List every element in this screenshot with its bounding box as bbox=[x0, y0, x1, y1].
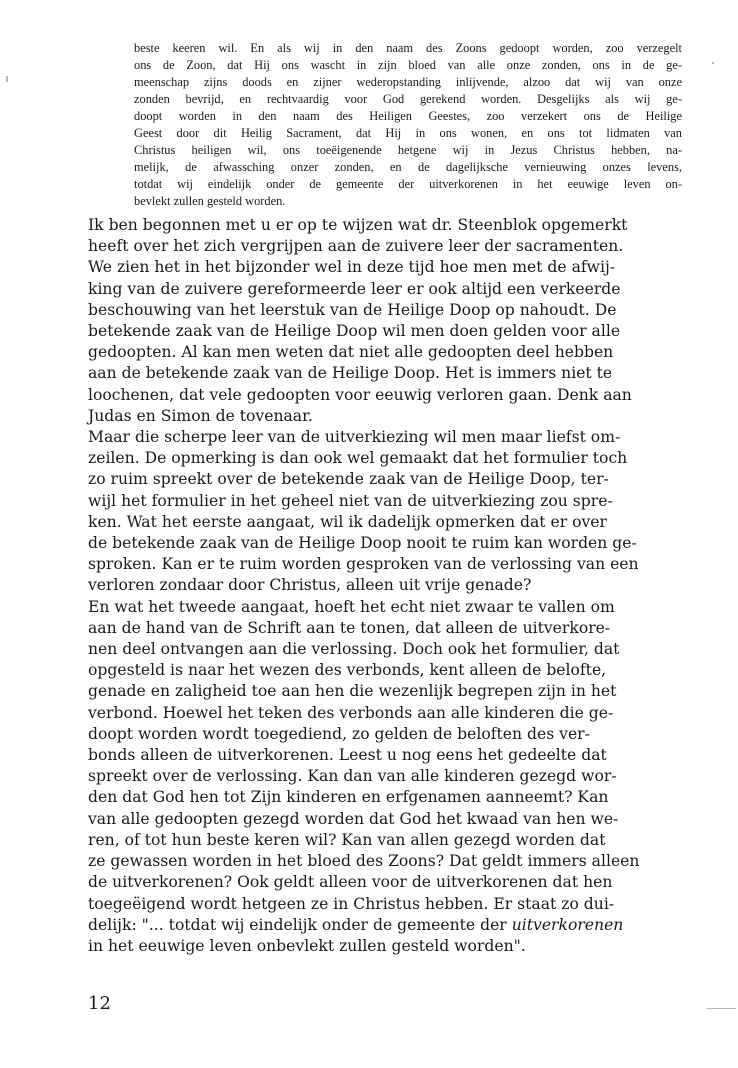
scan-mark bbox=[712, 62, 714, 64]
quote-line: meenschap zijns doods en zijner wederopstanding inlijvende, alzoo dat wij van onze bbox=[134, 75, 682, 89]
quote-line: melijk, de afwassching onzer zonden, en de dagelijksche vernieuwing onzes levens, bbox=[134, 160, 682, 174]
body-text-line: doopt worden wordt toegediend, zo gelden de beloften des ver- bbox=[88, 724, 590, 743]
body-text-line: sproken. Kan er te ruim worden gesproken van de verlossing van een bbox=[88, 555, 639, 574]
body-text-line: nen deel ontvangen aan die verlossing. Doch ook het formulier, dat bbox=[88, 640, 620, 659]
quote-line: bevlekt zullen gesteld worden. bbox=[134, 194, 286, 208]
scan-mark bbox=[6, 76, 8, 82]
body-text-line: beschouwing van het leerstuk van de Heilige Doop op nahoudt. De bbox=[88, 300, 617, 319]
body-text-line: delijk: "... totdat wij eindelijk onder de gemeente der uitverkorenen bbox=[88, 915, 624, 934]
body-text-line: bonds alleen de uitverkorenen. Leest u nog eens het gedeelte dat bbox=[88, 746, 607, 765]
body-text-line: king van de zuivere gereformeerde leer er ook altijd een verkeerde bbox=[88, 279, 621, 298]
body-text-line: aan de betekende zaak van de Heilige Doop. Het is immers niet te bbox=[88, 364, 613, 383]
body-text-line: aan de hand van de Schrift aan te tonen, dat alleen de uitverkore- bbox=[88, 618, 611, 637]
body-text-line: de uitverkorenen? Ook geldt alleen voor de uitverkorenen dat hen bbox=[88, 873, 613, 892]
body-text-line: betekende zaak van de Heilige Doop wil men doen gelden voor alle bbox=[88, 322, 621, 341]
body-text-line: ze gewassen worden in het bloed des Zoons? Dat geldt immers alleen bbox=[88, 852, 640, 871]
page-number: 12 bbox=[88, 993, 111, 1014]
body-text bbox=[88, 215, 700, 957]
body-text-line: ren, of tot hun beste keren wil? Kan van allen gezegd worden dat bbox=[88, 830, 606, 849]
body-text-line: En wat het tweede aangaat, hoeft het echt niet zwaar te vallen om bbox=[88, 597, 615, 616]
quote-line: beste keeren wil. En als wij in den naam des Zoons gedoopt worden, zoo verzegelt bbox=[134, 41, 682, 55]
quote-line: ons de Zoon, dat Hij ons wascht in zijn bloed van alle onze zonden, ons in de ge- bbox=[134, 58, 682, 72]
body-text-line: verloren zondaar door Christus, alleen uit vrije genade? bbox=[88, 576, 532, 595]
quote-line: zonden bevrijd, en rechtvaardig voor God gerekend worden. Desgelijks als wij ge- bbox=[134, 92, 682, 106]
body-text-line: ken. Wat het eerste aangaat, wil ik dadelijk opmerken dat er over bbox=[88, 512, 607, 531]
body-text-line: spreekt over de verlossing. Kan dan van alle kinderen gezegd wor- bbox=[88, 767, 617, 786]
body-text-line: genade en zaligheid toe aan hen die wezenlijk begrepen zijn in het bbox=[88, 682, 617, 701]
emphasized-word: uitverkorenen bbox=[511, 915, 624, 934]
body-text-line: Judas en Simon de tovenaar. bbox=[88, 406, 313, 425]
body-text-line: wijl het formulier in het geheel niet van de uitverkiezing zou spre- bbox=[88, 491, 613, 510]
body-text-line: de betekende zaak van de Heilige Doop nooit te ruim kan worden ge- bbox=[88, 534, 637, 553]
body-text-line: Maar die scherpe leer van de uitverkiezing wil men maar liefst om- bbox=[88, 428, 621, 447]
body-text-line: in het eeuwige leven onbevlekt zullen gesteld worden". bbox=[88, 936, 526, 955]
body-text-line: Ik ben begonnen met u er op te wijzen wat dr. Steenblok opgemerkt bbox=[88, 216, 628, 234]
body-text-line: toegeëigend wordt hetgeen ze in Christus hebben. Er staat zo dui- bbox=[88, 894, 615, 913]
body-text-line: heeft over het zich vergrijpen aan de zuivere leer der sacramenten. bbox=[88, 237, 624, 256]
body-text-line: zeilen. De opmerking is dan ook wel gemaakt dat het formulier toch bbox=[88, 449, 628, 468]
quote-line: totdat wij eindelijk onder de gemeente der uitverkorenen in het eeuwige leven on- bbox=[134, 177, 682, 191]
body-text-line: verbond. Hoewel het teken des verbonds aan alle kinderen die ge- bbox=[88, 703, 614, 722]
body-text-line: zo ruim spreekt over de betekende zaak van de Heilige Doop, ter- bbox=[88, 470, 609, 489]
body-text-line: van alle gedoopten gezegd worden dat God het kwaad van hen we- bbox=[88, 809, 619, 828]
quote-line: doopt worden in den naam des Heiligen Geestes, zoo verzekert ons de Heilige bbox=[134, 109, 682, 123]
body-text-line: We zien het in het bijzonder wel in deze tijd hoe men met de afwij- bbox=[88, 258, 616, 277]
scan-mark bbox=[706, 1008, 736, 1009]
body-text-line: gedoopten. Al kan men weten dat niet alle gedoopten deel hebben bbox=[88, 343, 614, 362]
quote-line: Geest door dit Heilig Sacrament, dat Hij in ons wonen, en ons tot lidmaten van bbox=[134, 126, 682, 140]
body-text-line: loochenen, dat vele gedoopten voor eeuwig verloren gaan. Denk aan bbox=[88, 385, 632, 404]
quote-line: Christus heiligen wil, ons toeëigenende hetgene wij in Jezus Christus hebben, na- bbox=[134, 143, 682, 157]
quoted-formulary-passage bbox=[134, 40, 682, 210]
body-text-line: den dat God hen tot Zijn kinderen en erfgenamen aanneemt? Kan bbox=[88, 788, 609, 807]
body-text-line: opgesteld is naar het wezen des verbonds, kent alleen de belofte, bbox=[88, 661, 607, 680]
